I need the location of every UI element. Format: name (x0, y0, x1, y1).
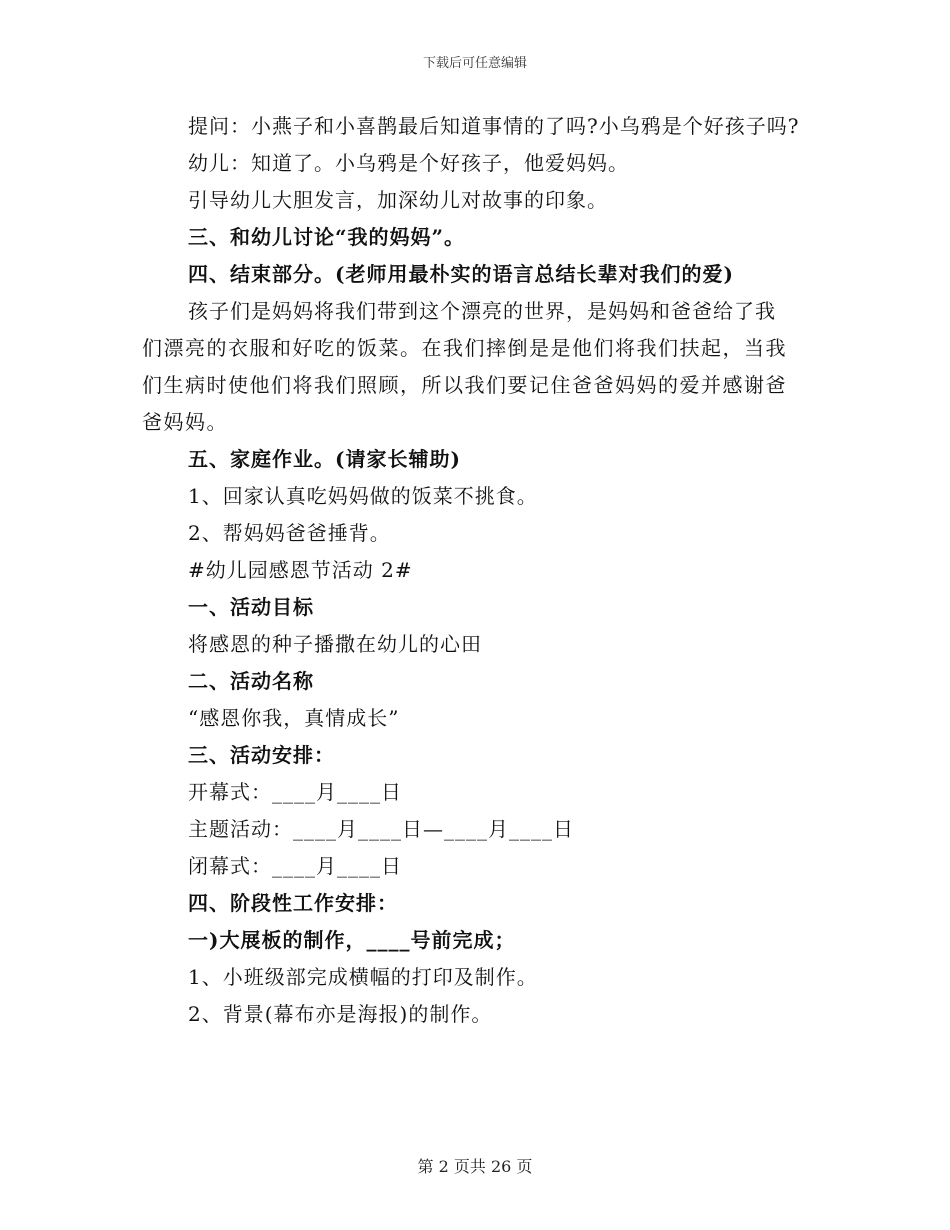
text-line: 引导幼儿大胆发言，加深幼儿对故事的印象。 (188, 188, 608, 212)
paragraph-line: 孩子们是妈妈将我们带到这个漂亮的世界，是妈妈和爸爸给了我 (188, 299, 776, 323)
list-item: 1、回家认真吃妈妈做的饭菜不挑食。 (188, 484, 538, 508)
paragraph-line: 们漂亮的衣服和好吃的饭菜。在我们摔倒是是他们将我们扶起，当我 (142, 336, 787, 360)
section-heading: 三、和幼儿讨论“我的妈妈”。 (188, 225, 466, 249)
schedule-line: 开幕式：____月____日 (188, 780, 402, 804)
page-footer: 第 2 页共 26 页 (417, 1157, 533, 1176)
list-item: 1、小班级部完成横幅的打印及制作。 (188, 965, 538, 989)
text-line: 幼儿：知道了。小乌鸦是个好孩子，他爱妈妈。 (188, 151, 629, 175)
text-line: “感恩你我，真情成长” (188, 706, 400, 730)
section-heading: 四、阶段性工作安排： (188, 891, 398, 915)
schedule-line: 闭幕式：____月____日 (188, 854, 402, 878)
list-item: 2、帮妈妈爸爸捶背。 (188, 521, 391, 545)
paragraph-line: 们生病时使他们将我们照顾，所以我们要记住爸爸妈妈的爱并感谢爸 (142, 373, 787, 397)
schedule-line: 主题活动：____月____日—____月____日 (188, 817, 574, 841)
subtitle: #幼儿园感恩节活动 2# (188, 558, 413, 582)
page-header: 下载后可任意编辑 (422, 56, 527, 71)
list-item: 2、背景(幕布亦是海报)的制作。 (188, 1002, 493, 1026)
section-heading: 二、活动名称 (188, 669, 314, 693)
text-line: 提问：小燕子和小喜鹊最后知道事情的了吗?小乌鸦是个好孩子吗? (188, 114, 800, 138)
section-heading: 五、家庭作业。(请家长辅助) (188, 447, 461, 471)
section-heading: 三、活动安排： (188, 743, 335, 767)
sub-heading: 一)大展板的制作，____号前完成； (188, 928, 516, 952)
paragraph-line: 爸妈妈。 (142, 410, 228, 434)
section-heading: 四、结束部分。(老师用最朴实的语言总结长辈对我们的爱) (188, 262, 734, 286)
section-heading: 一、活动目标 (188, 595, 314, 619)
text-line: 将感恩的种子播撒在幼儿的心田 (188, 632, 482, 656)
